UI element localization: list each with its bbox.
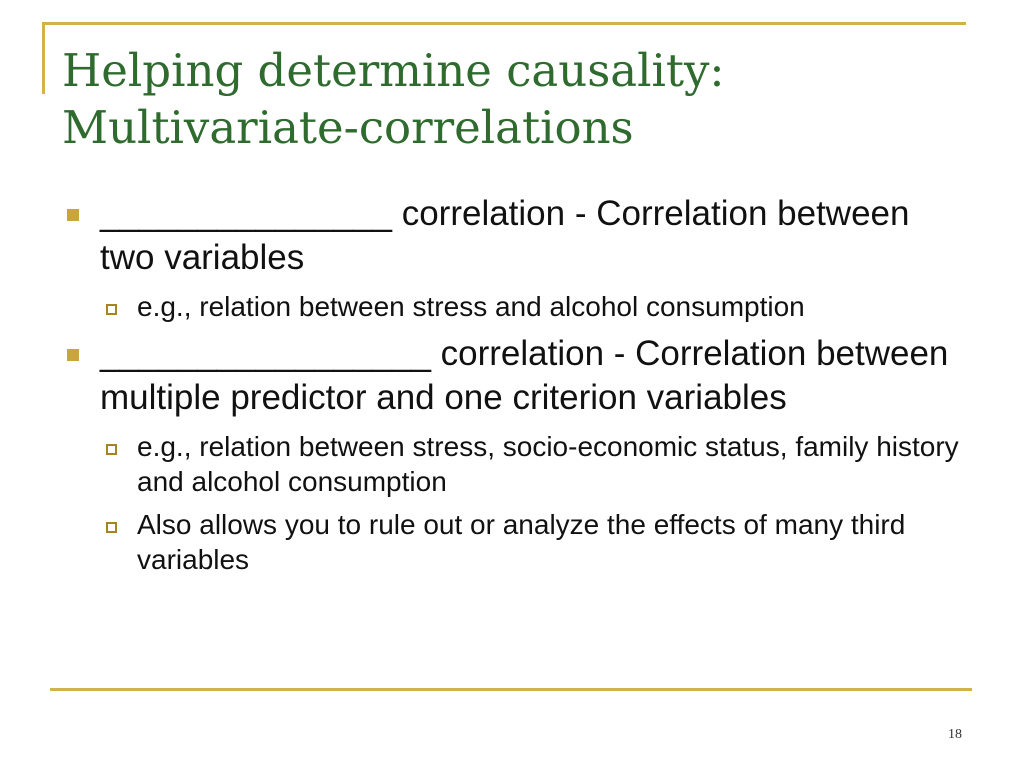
sub-bullet-text: e.g., relation between stress and alcohol consumption <box>137 291 805 322</box>
bullet-list <box>60 192 970 585</box>
sub-bullet-text: Also allows you to rule out or analyze the effects of many third variables <box>137 509 906 575</box>
hollow-square-bullet-icon <box>106 444 117 455</box>
bullet-text: _______________ correlation - Correlation between two variables <box>100 194 910 277</box>
square-bullet-icon <box>67 349 79 361</box>
sub-bullet-item <box>60 429 970 499</box>
square-bullet-icon <box>67 209 79 221</box>
frame-top-line <box>42 22 966 25</box>
title-line-1: Helping determine causality: <box>62 44 725 97</box>
bullet-item <box>60 192 970 280</box>
bullet-text: _________________ correlation - Correlation between multiple predictor and one criterion variables <box>100 334 949 417</box>
slide-title <box>62 42 962 156</box>
hollow-square-bullet-icon <box>106 522 117 533</box>
sub-bullet-text: e.g., relation between stress, socio-economic status, family history and alcohol consumption <box>137 431 959 497</box>
footer-divider <box>50 688 972 691</box>
frame-left-line <box>42 22 45 94</box>
sub-bullet-item <box>60 507 970 577</box>
page-number: 18 <box>948 727 962 742</box>
title-line-2: Multivariate-correlations <box>62 101 634 154</box>
bullet-item <box>60 332 970 420</box>
sub-bullet-item <box>60 289 970 324</box>
hollow-square-bullet-icon <box>106 304 117 315</box>
